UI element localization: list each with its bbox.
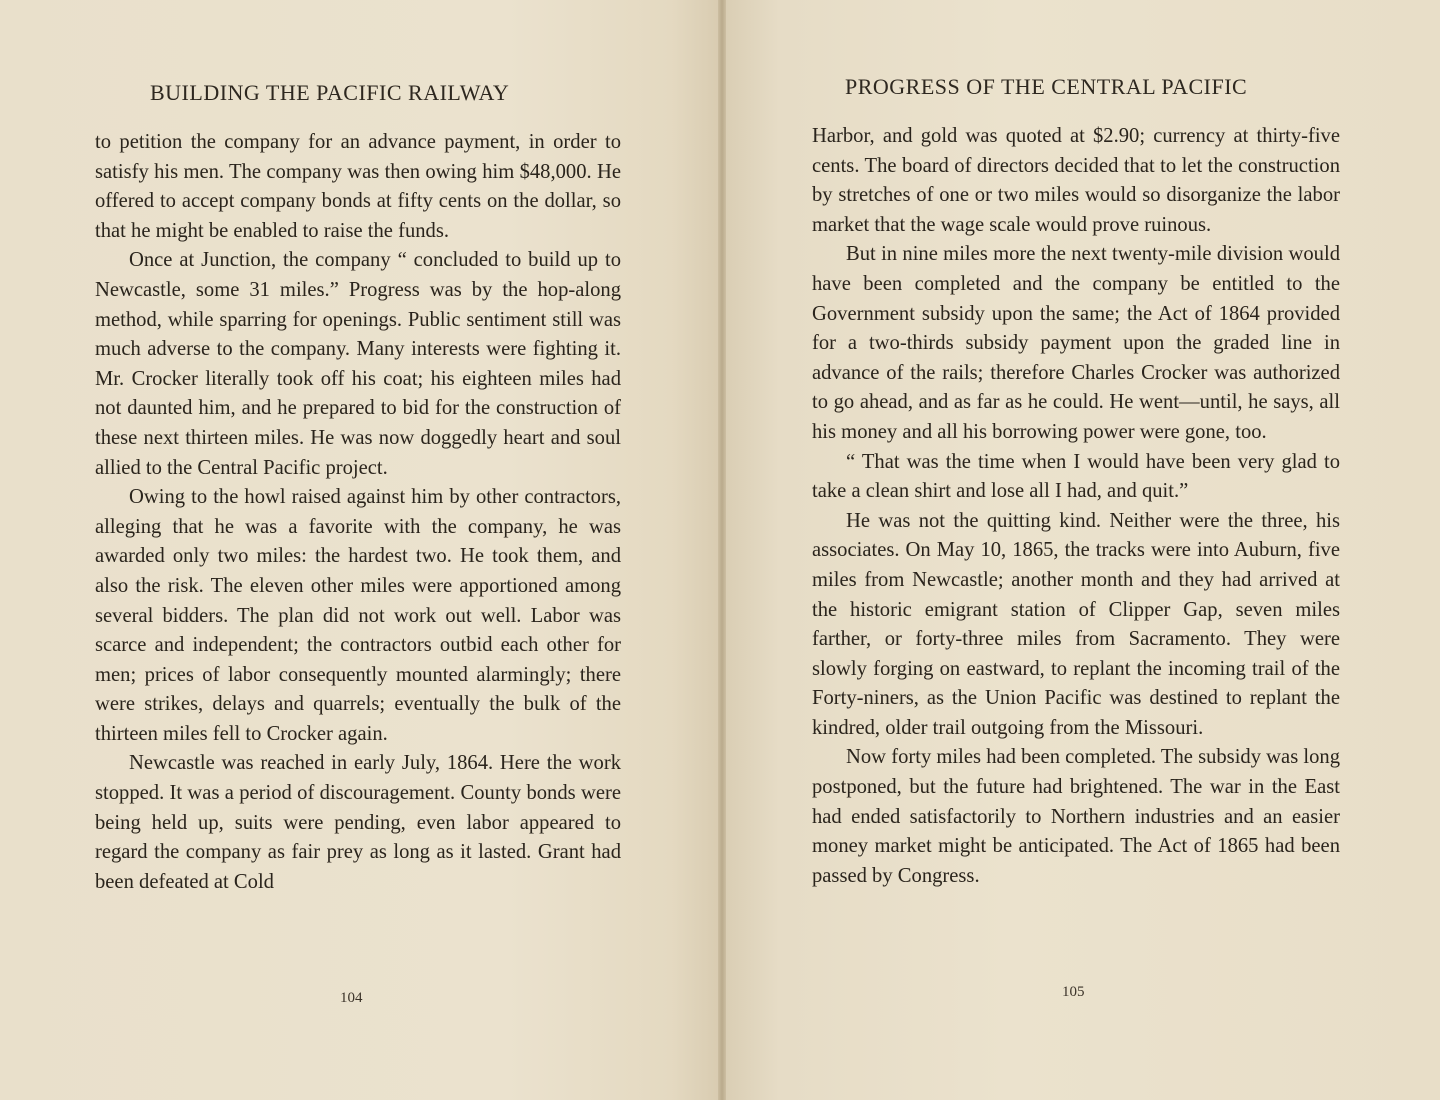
book-gutter [718,0,726,1100]
paragraph: But in nine miles more the next twenty-mile division would have been completed and the company be entitled to the Government subsidy upon the same; the Act of 1864 provided for a two-thirds subsidy payment upon the graded line in advance of the rails; therefore Charles Crocker was authorized to go ahead, and as far as he could. He went—until, he says, all his money and all his borrowing power were gone, too. [812,243,1340,443]
running-head-right: PROGRESS OF THE CENTRAL PACIFIC [845,74,1248,99]
paragraph: to petition the company for an advance payment, in order to satisfy his men. The company was then owing him $48,000. He offered to accept company bonds at fifty cents on the dollar, so that he might be enabled to raise the funds. [95,131,621,242]
paragraph: Now forty miles had been completed. The subsidy was long postponed, but the future had brightened. The war in the East had ended satisfactorily to Northern industries and an easier money market might be anticipated. The Act of 1865 had been passed by Congress. [812,746,1340,887]
left-page-body [95,128,621,897]
right-page-body [812,122,1340,891]
running-head-left: BUILDING THE PACIFIC RAILWAY [150,80,510,105]
paragraph: Once at Junction, the company “ concluded to build up to Newcastle, some 31 miles.” Progress was by the hop-along method, while sparring for openings. Public sentiment still was much adverse to the company. Many interests were fighting it. Mr. Crocker literally took off his coat; his eighteen miles had not daunted him, and he prepared to bid for the construction of these next thirteen miles. He was now doggedly heart and soul allied to the Central Pacific project. [95,249,621,479]
paragraph: He was not the quitting kind. Neither were the three, his associates. On May 10, 1865, the tracks were into Auburn, five miles from Newcastle; another month and they had arrived at the historic emigrant station of Clipper Gap, seven miles farther, or forty-three miles from Sacramento. They were slowly forging on eastward, to replant the incoming trail of the Forty-niners, as the Union Pacific was destined to replant the kindred, older trail outgoing from the Missouri. [812,509,1340,739]
paragraph: Harbor, and gold was quoted at $2.90; currency at thirty-five cents. The board of directors decided that to let the construction by stretches of one or two miles would so disorganize the labor market that the wage scale would prove ruinous. [812,125,1340,236]
paragraph: Owing to the howl raised against him by other contractors, alleging that he was a favorite with the company, he was awarded only two miles: the hardest two. He took them, and also the risk. The eleven other miles were apportioned among several bidders. The plan did not work out well. Labor was scarce and independent; the contractors outbid each other for men; prices of labor consequently mounted alarmingly; there were strikes, delays and quarrels; eventually the bulk of the thirteen miles fell to Crocker again. [95,486,621,745]
right-page [722,0,1440,1100]
paragraph: Newcastle was reached in early July, 1864. Here the work stopped. It was a period of discouragement. County bonds were being held up, suits were pending, even labor appeared to regard the company as fair prey as long as it lasted. Grant had been defeated at Cold [95,752,621,893]
page-number-left: 104 [340,990,363,1006]
paragraph: “ That was the time when I would have been very glad to take a clean shirt and lose all I had, and quit.” [812,450,1340,503]
page-number-right: 105 [1062,984,1085,1000]
